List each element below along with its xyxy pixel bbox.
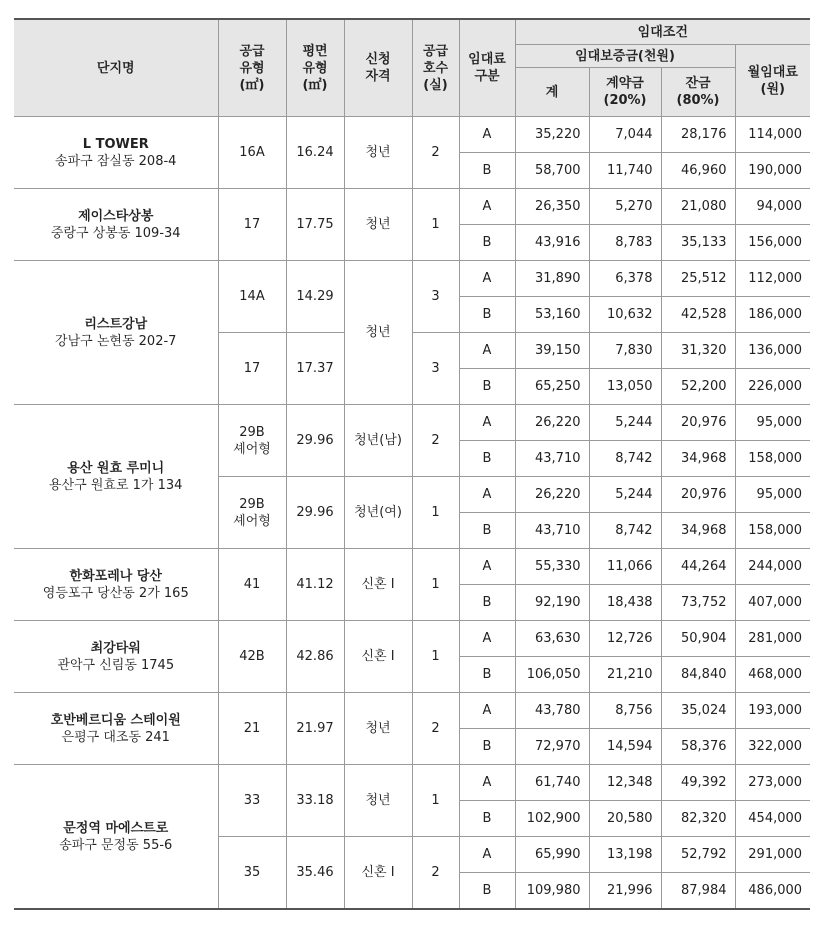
monthly-rent-cell: 322,000 — [735, 729, 810, 765]
supply-type-cell — [218, 117, 286, 189]
rent-class-cell: B — [459, 729, 515, 765]
deposit-total-cell: 63,630 — [515, 621, 589, 657]
contract-cell: 11,740 — [589, 153, 661, 189]
deposit-total-cell: 53,160 — [515, 297, 589, 333]
monthly-rent-cell: 468,000 — [735, 657, 810, 693]
eligibility-cell: 신혼 I — [344, 621, 412, 693]
area-type-cell: 41.12 — [286, 549, 344, 621]
eligibility-cell: 청년 — [344, 117, 412, 189]
balance-cell: 34,968 — [661, 513, 735, 549]
supply-type-line: 35 — [243, 865, 261, 880]
contract-cell: 5,244 — [589, 405, 661, 441]
header-rent-conditions: 임대조건 — [515, 19, 810, 45]
complex-address: 송파구 잠실동 208-4 — [55, 153, 177, 169]
supply-type-cell — [218, 189, 286, 261]
rent-class-cell: A — [459, 477, 515, 513]
area-type-cell: 16.24 — [286, 117, 344, 189]
header-eligibility — [344, 19, 412, 117]
monthly-rent-cell: 190,000 — [735, 153, 810, 189]
eligibility-cell: 청년 — [344, 765, 412, 837]
deposit-total-cell: 31,890 — [515, 261, 589, 297]
monthly-rent-cell: 95,000 — [735, 477, 810, 513]
eligibility-cell: 청년(여) — [344, 477, 412, 549]
contract-cell: 8,783 — [589, 225, 661, 261]
header-line: 월임대료 — [747, 64, 798, 80]
contract-cell: 8,742 — [589, 513, 661, 549]
contract-cell: 13,050 — [589, 369, 661, 405]
header-line: 신청 — [365, 52, 391, 67]
supply-type-line: 셰어형 — [233, 513, 271, 529]
rent-class-cell: B — [459, 657, 515, 693]
balance-cell: 35,133 — [661, 225, 735, 261]
contract-cell: 6,378 — [589, 261, 661, 297]
header-line: 자격 — [365, 69, 391, 84]
supply-type-cell — [218, 405, 286, 477]
complex-name: 리스트강남 — [84, 316, 148, 332]
complex-name: 문정역 마에스트로 — [63, 820, 169, 836]
rent-class-cell: B — [459, 225, 515, 261]
complex-name: L TOWER — [82, 136, 149, 152]
rent-class-cell: B — [459, 441, 515, 477]
monthly-rent-cell: 186,000 — [735, 297, 810, 333]
deposit-total-cell: 43,710 — [515, 441, 589, 477]
deposit-total-cell: 106,050 — [515, 657, 589, 693]
area-type-cell: 29.96 — [286, 477, 344, 549]
header-line: 구분 — [474, 69, 500, 84]
balance-cell: 82,320 — [661, 801, 735, 837]
supply-type-line: 33 — [243, 793, 261, 808]
units-cell: 1 — [412, 477, 459, 549]
monthly-rent-cell: 273,000 — [735, 765, 810, 801]
contract-cell: 8,742 — [589, 441, 661, 477]
header-line: 계약금 — [606, 76, 644, 91]
eligibility-cell: 신혼 I — [344, 549, 412, 621]
complex-cell — [14, 261, 218, 405]
balance-cell: 31,320 — [661, 333, 735, 369]
units-cell: 2 — [412, 405, 459, 477]
complex-address: 송파구 문정동 55-6 — [59, 837, 173, 853]
contract-cell: 7,044 — [589, 117, 661, 153]
monthly-rent-cell: 281,000 — [735, 621, 810, 657]
units-cell: 1 — [412, 549, 459, 621]
monthly-rent-cell: 226,000 — [735, 369, 810, 405]
rent-class-cell: B — [459, 585, 515, 621]
header-line: (원) — [760, 81, 785, 97]
header-line: 공급 — [239, 43, 265, 59]
deposit-total-cell: 26,220 — [515, 477, 589, 513]
header-line: (20%) — [603, 93, 647, 108]
monthly-rent-cell: 158,000 — [735, 513, 810, 549]
units-cell: 1 — [412, 621, 459, 693]
monthly-rent-cell: 486,000 — [735, 873, 810, 910]
balance-cell: 21,080 — [661, 189, 735, 225]
contract-cell: 11,066 — [589, 549, 661, 585]
deposit-total-cell: 92,190 — [515, 585, 589, 621]
supply-type-cell — [218, 549, 286, 621]
table-row — [14, 693, 810, 729]
complex-cell — [14, 693, 218, 765]
complex-address: 중랑구 상봉동 109-34 — [50, 225, 181, 241]
monthly-rent-cell: 156,000 — [735, 225, 810, 261]
contract-cell: 21,996 — [589, 873, 661, 910]
monthly-rent-cell: 114,000 — [735, 117, 810, 153]
balance-cell: 20,976 — [661, 405, 735, 441]
header-line: 유형 — [239, 60, 265, 76]
complex-cell — [14, 405, 218, 549]
supply-type-cell — [218, 693, 286, 765]
supply-type-line: 21 — [243, 721, 261, 736]
area-type-cell: 14.29 — [286, 261, 344, 333]
deposit-total-cell: 43,780 — [515, 693, 589, 729]
units-cell: 2 — [412, 693, 459, 765]
supply-type-line: 29B — [239, 496, 265, 512]
rental-table-container — [14, 18, 810, 910]
header-deposit: 임대보증금(천원) — [515, 45, 735, 68]
balance-cell: 52,792 — [661, 837, 735, 873]
rental-conditions-table — [14, 18, 810, 910]
header-line: 잔금 — [685, 76, 711, 91]
supply-type-cell — [218, 837, 286, 910]
balance-cell: 44,264 — [661, 549, 735, 585]
balance-cell: 35,024 — [661, 693, 735, 729]
complex-cell — [14, 765, 218, 910]
complex-name: 최강타워 — [90, 640, 141, 656]
rent-class-cell: A — [459, 621, 515, 657]
balance-cell: 49,392 — [661, 765, 735, 801]
monthly-rent-cell: 291,000 — [735, 837, 810, 873]
rent-class-cell: A — [459, 693, 515, 729]
units-cell: 3 — [412, 333, 459, 405]
balance-cell: 84,840 — [661, 657, 735, 693]
contract-cell: 14,594 — [589, 729, 661, 765]
table-row — [14, 189, 810, 225]
table-row — [14, 549, 810, 585]
contract-cell: 21,210 — [589, 657, 661, 693]
table-body — [14, 117, 810, 910]
rent-class-cell: A — [459, 117, 515, 153]
header-monthly — [735, 45, 810, 117]
contract-cell: 13,198 — [589, 837, 661, 873]
monthly-rent-cell: 112,000 — [735, 261, 810, 297]
complex-address: 강남구 논현동 202-7 — [55, 333, 177, 349]
supply-type-line: 14A — [239, 289, 265, 304]
header-line: (㎡) — [239, 77, 265, 93]
units-cell: 3 — [412, 261, 459, 333]
units-cell: 1 — [412, 765, 459, 837]
supply-type-line: 41 — [243, 577, 261, 592]
balance-cell: 25,512 — [661, 261, 735, 297]
rent-class-cell: B — [459, 513, 515, 549]
balance-cell: 42,528 — [661, 297, 735, 333]
area-type-cell: 29.96 — [286, 405, 344, 477]
contract-cell: 12,348 — [589, 765, 661, 801]
complex-name: 용산 원효 루미니 — [67, 460, 165, 476]
table-row — [14, 261, 810, 297]
rent-class-cell: A — [459, 837, 515, 873]
deposit-total-cell: 43,916 — [515, 225, 589, 261]
rent-class-cell: A — [459, 261, 515, 297]
header-area-type — [286, 19, 344, 117]
area-type-cell: 42.86 — [286, 621, 344, 693]
supply-type-line: 17 — [243, 217, 261, 232]
balance-cell: 20,976 — [661, 477, 735, 513]
monthly-rent-cell: 158,000 — [735, 441, 810, 477]
rent-class-cell: A — [459, 765, 515, 801]
monthly-rent-cell: 193,000 — [735, 693, 810, 729]
supply-type-cell — [218, 765, 286, 837]
rent-class-cell: A — [459, 405, 515, 441]
header-units — [412, 19, 459, 117]
table-row — [14, 765, 810, 801]
rent-class-cell: A — [459, 549, 515, 585]
rent-class-cell: B — [459, 153, 515, 189]
contract-cell: 8,756 — [589, 693, 661, 729]
balance-cell: 52,200 — [661, 369, 735, 405]
eligibility-cell: 신혼 I — [344, 837, 412, 910]
units-cell: 2 — [412, 837, 459, 910]
header-contract — [589, 68, 661, 117]
supply-type-line: 29B — [239, 424, 265, 440]
monthly-rent-cell: 244,000 — [735, 549, 810, 585]
rent-class-cell: A — [459, 189, 515, 225]
deposit-total-cell: 39,150 — [515, 333, 589, 369]
complex-name: 제이스타상봉 — [78, 208, 154, 224]
table-row — [14, 621, 810, 657]
monthly-rent-cell: 407,000 — [735, 585, 810, 621]
monthly-rent-cell: 136,000 — [735, 333, 810, 369]
balance-cell: 46,960 — [661, 153, 735, 189]
header-line: 임대료 — [468, 52, 506, 67]
deposit-total-cell: 65,990 — [515, 837, 589, 873]
contract-cell: 20,580 — [589, 801, 661, 837]
table-row — [14, 405, 810, 441]
header-supply-type — [218, 19, 286, 117]
complex-address: 은평구 대조동 241 — [61, 729, 170, 745]
deposit-total-cell: 43,710 — [515, 513, 589, 549]
supply-type-line: 17 — [243, 361, 261, 376]
complex-address: 관악구 신림동 1745 — [57, 657, 175, 673]
header-complex: 단지명 — [14, 19, 218, 117]
area-type-cell: 35.46 — [286, 837, 344, 910]
balance-cell: 73,752 — [661, 585, 735, 621]
rent-class-cell: B — [459, 297, 515, 333]
supply-type-cell — [218, 333, 286, 405]
header-line: (㎡) — [302, 77, 328, 93]
area-type-cell: 21.97 — [286, 693, 344, 765]
balance-cell: 34,968 — [661, 441, 735, 477]
complex-name: 호반베르디움 스테이원 — [50, 712, 181, 728]
contract-cell: 10,632 — [589, 297, 661, 333]
eligibility-cell: 청년 — [344, 189, 412, 261]
complex-cell — [14, 189, 218, 261]
supply-type-line: 셰어형 — [233, 441, 271, 457]
header-balance — [661, 68, 735, 117]
header-line: 호수 — [422, 60, 449, 76]
monthly-rent-cell: 95,000 — [735, 405, 810, 441]
header-line: 유형 — [302, 60, 328, 76]
complex-address: 용산구 원효로 1가 134 — [49, 477, 183, 493]
balance-cell: 28,176 — [661, 117, 735, 153]
deposit-total-cell: 72,970 — [515, 729, 589, 765]
eligibility-cell: 청년 — [344, 693, 412, 765]
deposit-total-cell: 58,700 — [515, 153, 589, 189]
units-cell: 2 — [412, 117, 459, 189]
contract-cell: 5,270 — [589, 189, 661, 225]
area-type-cell: 17.37 — [286, 333, 344, 405]
complex-address: 영등포구 당산동 2가 165 — [42, 585, 189, 601]
balance-cell: 58,376 — [661, 729, 735, 765]
eligibility-cell: 청년 — [344, 261, 412, 405]
balance-cell: 50,904 — [661, 621, 735, 657]
complex-cell — [14, 117, 218, 189]
header-line: (실) — [423, 77, 448, 93]
header-line: (80%) — [676, 93, 720, 108]
supply-type-line: 16A — [239, 145, 265, 160]
deposit-total-cell: 55,330 — [515, 549, 589, 585]
table-header — [14, 19, 810, 117]
deposit-total-cell: 102,900 — [515, 801, 589, 837]
header-rent-class — [459, 19, 515, 117]
deposit-total-cell: 26,350 — [515, 189, 589, 225]
deposit-total-cell: 61,740 — [515, 765, 589, 801]
deposit-total-cell: 65,250 — [515, 369, 589, 405]
rent-class-cell: A — [459, 333, 515, 369]
contract-cell: 12,726 — [589, 621, 661, 657]
monthly-rent-cell: 454,000 — [735, 801, 810, 837]
table-row — [14, 117, 810, 153]
deposit-total-cell: 26,220 — [515, 405, 589, 441]
supply-type-cell — [218, 477, 286, 549]
contract-cell: 18,438 — [589, 585, 661, 621]
monthly-rent-cell: 94,000 — [735, 189, 810, 225]
complex-name: 한화포레나 당산 — [69, 568, 162, 584]
supply-type-cell — [218, 261, 286, 333]
supply-type-line: 42B — [239, 649, 265, 664]
complex-cell — [14, 621, 218, 693]
rent-class-cell: B — [459, 369, 515, 405]
area-type-cell: 33.18 — [286, 765, 344, 837]
contract-cell: 5,244 — [589, 477, 661, 513]
rent-class-cell: B — [459, 873, 515, 910]
area-type-cell: 17.75 — [286, 189, 344, 261]
rent-class-cell: B — [459, 801, 515, 837]
deposit-total-cell: 35,220 — [515, 117, 589, 153]
units-cell: 1 — [412, 189, 459, 261]
balance-cell: 87,984 — [661, 873, 735, 910]
header-line: 공급 — [422, 43, 449, 59]
deposit-total-cell: 109,980 — [515, 873, 589, 910]
eligibility-cell: 청년(남) — [344, 405, 412, 477]
supply-type-cell — [218, 621, 286, 693]
header-total: 계 — [515, 68, 589, 117]
contract-cell: 7,830 — [589, 333, 661, 369]
complex-cell — [14, 549, 218, 621]
header-line: 평면 — [302, 43, 328, 59]
